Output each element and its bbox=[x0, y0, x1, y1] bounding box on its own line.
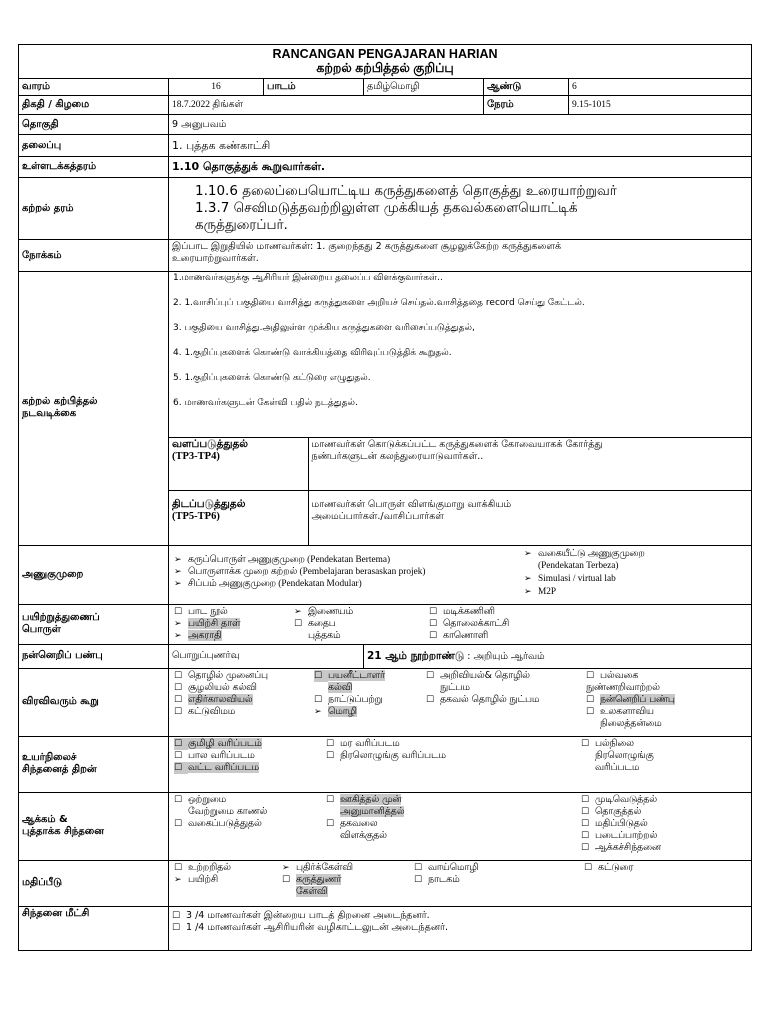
creative-label bbox=[19, 792, 169, 860]
checkbox-icon: ☐ bbox=[174, 862, 183, 873]
checkbox-icon: ☐ bbox=[429, 606, 438, 617]
assessment-item: ➢ பயிற்சி bbox=[174, 873, 219, 885]
objective-label: நோக்கம் bbox=[19, 240, 169, 272]
cross-item: ☐ அறிவியல்& தொழில் bbox=[426, 669, 530, 681]
checkbox-icon: ☐ bbox=[326, 818, 335, 829]
cross-item: ☐ சூழலியல் கல்வி bbox=[174, 681, 257, 693]
checkbox-icon: ☐ bbox=[584, 862, 593, 873]
material-item: ☐ தொலைக்காட்சி bbox=[429, 617, 510, 629]
creative-item: ☐ தொகுத்தல் bbox=[581, 805, 642, 817]
material-item: ☐ கதைப bbox=[294, 617, 336, 629]
cross-curricular-label: விரவிவரும் கூறு bbox=[19, 668, 169, 736]
checkbox-icon: ☐ bbox=[174, 818, 183, 829]
checkbox-icon: ☐ bbox=[326, 794, 335, 805]
materials-label-line: பயிற்றுத்துணைப் bbox=[22, 612, 100, 623]
checkbox-icon: ☐ bbox=[172, 922, 181, 933]
activities-label bbox=[19, 272, 169, 546]
assessment-item: ☐ கட்டுரை bbox=[584, 861, 634, 873]
enrichment-line: நண்பர்களுடன் கலந்துரையாடுவார்கள்.. bbox=[311, 451, 484, 462]
arrow-bullet-icon: ➢ bbox=[174, 630, 182, 641]
values-value: பொறுப்புணர்வு bbox=[169, 644, 364, 668]
arrow-bullet-icon: ➢ bbox=[174, 566, 182, 577]
cross-curricular-cell bbox=[169, 668, 752, 736]
century-value: : அறியும் ஆர்வம் bbox=[467, 650, 545, 662]
checkbox-icon: ☐ bbox=[314, 694, 323, 705]
arrow-bullet-icon: ➢ bbox=[174, 618, 182, 629]
reflection-cell bbox=[169, 906, 752, 950]
thinking-item: நிரலொழுங்கு bbox=[595, 749, 654, 761]
content-standard-label: உள்ளடக்கத்தரம் bbox=[19, 157, 169, 178]
enrichment-title: வளப்படுத்துதல் bbox=[172, 439, 249, 450]
checkbox-icon: ☐ bbox=[174, 738, 188, 750]
checkbox-icon: ☐ bbox=[174, 794, 183, 805]
remedial-tp: (TP5-TP6) bbox=[172, 511, 220, 522]
thinking-cell bbox=[169, 736, 752, 792]
thinking-item: வரிப்படம bbox=[595, 761, 640, 773]
activities-label-line: கற்றல் கற்பித்தல் bbox=[22, 396, 98, 408]
material-item: ➢ இணையம் bbox=[294, 605, 354, 617]
creative-item: அனுமானித்தல் bbox=[340, 805, 405, 817]
creative-label-line: ஆக்கம் & bbox=[22, 814, 68, 825]
approach-item: ➢ வகையீட்டு அணுகுமுறை bbox=[524, 547, 645, 559]
cross-item: ☐ எதிர்காலவியல் bbox=[174, 693, 253, 705]
checkbox-icon: ☐ bbox=[326, 750, 335, 761]
title-english: RANCANGAN PENGAJARAN HARIAN bbox=[272, 47, 498, 61]
thinking-item: ☐ பல்நிலை bbox=[581, 737, 634, 749]
topic-value: 9 அனுபவம் bbox=[169, 115, 752, 135]
checkbox-icon: ☐ bbox=[314, 670, 328, 682]
enrichment-line: மாணவர்கள் கொடுக்கப்பட்ட கருத்துகளைக் கோவையாகக் கோர்த்து bbox=[311, 439, 603, 450]
learning-standard-value bbox=[169, 178, 752, 240]
activity-step: 6. மாணவர்களுடன் கேள்வி பதில் நடத்துதல். bbox=[173, 398, 358, 408]
thinking-item: ☐ மர வரிப்படம bbox=[326, 737, 400, 749]
arrow-bullet-icon: ➢ bbox=[524, 547, 532, 558]
thinking-item: ☐ வட்ட வரிப்படம bbox=[174, 761, 259, 773]
approach-item: ➢ கருப்பொருள் அணுகுமுறை (Pendekatan Bertema) bbox=[174, 554, 391, 565]
checkbox-icon: ☐ bbox=[414, 874, 423, 885]
checkbox-icon: ☐ bbox=[581, 794, 590, 805]
assessment-item: ➢ புதிர்க்கேள்வி bbox=[282, 861, 353, 873]
cross-item: ☐ தொழில் முனைப்பு bbox=[174, 669, 268, 681]
arrow-bullet-icon: ➢ bbox=[174, 554, 182, 565]
checkbox-icon: ☐ bbox=[586, 694, 595, 705]
year-label: ஆண்டு bbox=[484, 79, 569, 96]
materials-label bbox=[19, 604, 169, 644]
creative-item: ☐ ஒற்றுமை bbox=[174, 793, 227, 805]
checkbox-icon: ☐ bbox=[174, 682, 183, 693]
checkbox-icon: ☐ bbox=[581, 842, 590, 853]
activity-step: 1.மாணவர்களுக்கு ஆசிரியர் இன்றைய தலைப்ப விளக்குவார்கள்.. bbox=[173, 273, 443, 283]
thinking-label bbox=[19, 736, 169, 792]
checkbox-icon: ☐ bbox=[174, 670, 183, 681]
checkbox-icon: ☐ bbox=[429, 630, 438, 641]
assessment-item: கேள்வி bbox=[296, 885, 328, 897]
reflection-label: சிந்தனை மீட்சி bbox=[19, 906, 169, 950]
checkbox-icon: ☐ bbox=[174, 694, 183, 705]
approach-label: அணுகுமுறை bbox=[19, 545, 169, 604]
approach-item: ➢ Simulasi / virtual lab bbox=[524, 572, 616, 584]
topic-label: தொகுதி bbox=[19, 115, 169, 135]
cross-item: ➢ மொழி bbox=[314, 705, 357, 717]
material-item: ☐ மடிக்கணினி bbox=[429, 605, 495, 617]
assessment-item: ☐ நாடகம் bbox=[414, 873, 460, 885]
creative-item: வேற்றுமை காணல் bbox=[188, 805, 268, 817]
activity-step: 2. 1.வாசிப்புப் பகுதியை வாசித்து கருத்துகளை அறியச் செய்தல்.வாசித்ததை record செய்து கேட்டல். bbox=[173, 298, 585, 308]
checkbox-icon: ☐ bbox=[586, 706, 595, 717]
approach-item: (Pendekatan Terbeza) bbox=[538, 560, 619, 571]
checkbox-icon: ☐ bbox=[326, 738, 335, 749]
plan-header bbox=[19, 45, 752, 79]
cross-item: ☐ தகவல் தொழில் நுட்பம bbox=[426, 693, 540, 705]
cross-item: ☐ கட்டுவிமம bbox=[174, 705, 236, 717]
creative-item: ☐ தகவலை bbox=[326, 817, 378, 829]
century-label: 21 ஆம் நூற்றாண்டு bbox=[367, 649, 465, 662]
cross-item: கல்வி bbox=[328, 681, 353, 693]
creative-item: ☐ மதிப்பிடுதல் bbox=[581, 817, 648, 829]
material-item: ➢ பயிற்சி தாள் bbox=[174, 617, 241, 629]
materials-label-line: பொருள் bbox=[22, 624, 61, 635]
learning-standard-label: கற்றல் தரம் bbox=[19, 178, 169, 240]
material-item: ☐ காணொளி bbox=[429, 629, 489, 641]
creative-item: ☐ வகைப்படுத்துதல் bbox=[174, 817, 262, 829]
enrichment-tp: (TP3-TP4) bbox=[172, 451, 220, 462]
cross-item: நுட்பம bbox=[440, 681, 470, 693]
creative-item: ☐ ஆக்கச்சிந்தனை bbox=[581, 841, 661, 853]
date-value: 18.7.2022 திங்கள் bbox=[169, 96, 484, 115]
values-label: நன்னெறிப் பண்பு bbox=[19, 644, 169, 668]
approach-item: ➢ சிப்பம் அணுகுமுறை (Pendekatan Modular) bbox=[174, 578, 362, 589]
material-item: ➢ அகராதி bbox=[174, 629, 222, 641]
lesson-plan-table bbox=[18, 44, 752, 951]
checkbox-icon: ☐ bbox=[172, 910, 181, 921]
century-cell bbox=[364, 644, 752, 668]
objective-value bbox=[169, 240, 752, 272]
time-label: நேரம் bbox=[484, 96, 569, 115]
approach-item: ➢ M2P bbox=[524, 585, 557, 597]
learning-standard-line: கருத்துரைப்பர். bbox=[195, 217, 288, 233]
arrow-bullet-icon: ➢ bbox=[294, 606, 302, 617]
date-label: திகதி / கிழமை bbox=[19, 96, 169, 115]
week-value: 16 bbox=[169, 79, 264, 96]
remedial-line: மாணவர்கள் பொருள் விளங்குமாறு வாக்கியம் bbox=[311, 499, 512, 510]
checkbox-icon: ☐ bbox=[586, 670, 595, 681]
activities-cell bbox=[169, 272, 752, 546]
remedial-label bbox=[169, 491, 308, 545]
time-value: 9.15-1015 bbox=[569, 96, 752, 115]
arrow-bullet-icon: ➢ bbox=[282, 862, 290, 873]
enrichment-text bbox=[308, 438, 751, 491]
content-standard-value: 1.10 தொகுத்துக் கூறுவார்கள். bbox=[169, 157, 752, 178]
thinking-item: ☐ குமிழி வரிப்படம் bbox=[174, 737, 262, 749]
creative-item: விளக்குதல் bbox=[340, 829, 387, 841]
thinking-item: ☐ நிரலொழுங்கு வரிப்படம bbox=[326, 749, 446, 761]
checkbox-icon: ☐ bbox=[581, 830, 590, 841]
approach-item: ➢ பொருளாக்க முறை கற்றல் (Pembelajaran berasaskan projek) bbox=[174, 566, 426, 577]
approach-cell bbox=[169, 545, 752, 604]
objective-line: உரையாற்றுவார்கள். bbox=[172, 253, 259, 264]
checkbox-icon: ☐ bbox=[174, 706, 183, 717]
assessment-label: மதிப்பீடு bbox=[19, 860, 169, 906]
checkbox-icon: ☐ bbox=[174, 750, 183, 761]
arrow-bullet-icon: ➢ bbox=[174, 578, 182, 589]
cross-item: நுண்ணறிவாற்றல் bbox=[586, 681, 660, 693]
title-tamil: கற்றல் கற்பித்தல் குறிப்பு bbox=[316, 61, 454, 75]
assessment-cell bbox=[169, 860, 752, 906]
assessment-item: ☐ உற்றறிதல் bbox=[174, 861, 231, 873]
checkbox-icon: ☐ bbox=[174, 606, 183, 617]
learning-standard-line: 1.10.6 தலைப்பையொட்டிய கருத்துகளைத் தொகுத்து உரையாற்றுவர் bbox=[195, 183, 617, 199]
checkbox-icon: ☐ bbox=[581, 818, 590, 829]
year-value: 6 bbox=[569, 79, 752, 96]
checkbox-icon: ☐ bbox=[426, 694, 435, 705]
cross-item: ☐ பல்வகை bbox=[586, 669, 639, 681]
week-label: வாரம் bbox=[19, 79, 169, 96]
cross-item: ☐ நாட்டுப்பற்று bbox=[314, 693, 383, 705]
checkbox-icon: ☐ bbox=[294, 618, 303, 629]
checkbox-icon: ☐ bbox=[282, 874, 291, 885]
activities-label-line: நடவடிக்கை bbox=[22, 408, 77, 420]
remedial-line: அமைப்பார்கள்./வாசிப்பார்கள் bbox=[311, 511, 444, 522]
remedial-title: திடப்படுத்துதல் bbox=[172, 499, 246, 510]
cross-item: ☐ பயனீட்டாளர் bbox=[314, 669, 385, 681]
arrow-bullet-icon: ➢ bbox=[314, 706, 322, 717]
creative-item: ☐ முடிவெடுத்தல் bbox=[581, 793, 657, 805]
title-label: தலைப்பு bbox=[19, 135, 169, 157]
arrow-bullet-icon: ➢ bbox=[524, 585, 532, 596]
creative-label-line: புத்தாக்க சிந்தனை bbox=[22, 826, 104, 837]
enrichment-table bbox=[169, 437, 751, 545]
materials-cell bbox=[169, 604, 752, 644]
title-value: 1. புத்தக கண்காட்சி bbox=[169, 135, 752, 157]
checkbox-icon: ☐ bbox=[581, 738, 590, 749]
checkbox-icon: ☐ bbox=[414, 862, 423, 873]
cross-item: ☐ உலகளாவிய bbox=[586, 705, 654, 717]
enrichment-label bbox=[169, 438, 308, 491]
creative-cell bbox=[169, 792, 752, 860]
checkbox-icon: ☐ bbox=[429, 618, 438, 629]
reflection-line: ☐ 1 /4 மாணவர்கள் ஆசிரியரின் வழிகாட்டலுடன் அடைந்தனர். bbox=[172, 921, 449, 933]
activity-step: 4. 1.குறிப்புகளைக் கொண்டு வாக்கியத்தை விரிவுப்படுத்திக் கூறுதல். bbox=[173, 348, 452, 358]
remedial-text bbox=[308, 491, 751, 545]
activity-step: 5. 1.குறிப்புகளைக் கொண்டு கட்டுரை எழுதுதல். bbox=[173, 373, 371, 383]
cross-item: நிலைத்தன்மை bbox=[600, 717, 662, 729]
reflection-line: ☐ 3 /4 மாணவர்கள் இன்றைய பாடத் திறனை அடைந்தனர். bbox=[172, 909, 430, 921]
arrow-bullet-icon: ➢ bbox=[524, 572, 532, 583]
thinking-item: ☐ பால வரிப்படம bbox=[174, 749, 255, 761]
creative-item: ☐ படைப்பாற்றல் bbox=[581, 829, 658, 841]
subject-value: தமிழ்மொழி bbox=[364, 79, 484, 96]
checkbox-icon: ☐ bbox=[426, 670, 435, 681]
subject-label: பாடம் bbox=[264, 79, 364, 96]
learning-standard-line: 1.3.7 செவிமடுத்தவற்றிலுள்ள முக்கியத் தகவல்களையொட்டிக் bbox=[195, 200, 578, 216]
checkbox-icon: ☐ bbox=[581, 806, 590, 817]
cross-item: ☐ நன்னெறிப் பண்பு bbox=[586, 693, 675, 705]
arrow-bullet-icon: ➢ bbox=[174, 874, 182, 885]
creative-item: ☐ ஊகித்தல் முன் bbox=[326, 793, 402, 805]
thinking-label-line: சிந்தனைத் திறன் bbox=[22, 764, 97, 775]
objective-line: இப்பாட இறுதியில் மாணவர்கள்: 1. குறைந்தது 2 கருத்துகளை சூழலுக்கேற்ற கருத்துகளைக் bbox=[172, 241, 562, 252]
checkbox-icon: ☐ bbox=[174, 762, 188, 774]
material-item: புத்தகம் bbox=[308, 629, 341, 641]
activity-step: 3. பகுதியை வாசித்து.அதிலுள்ள முக்கிய கருத்துகளை வரிசைப்படுத்துதல், bbox=[173, 323, 475, 333]
thinking-label-line: உயர்நிலைச் bbox=[22, 752, 77, 763]
assessment-item: ☐ வாய்மொழி bbox=[414, 861, 479, 873]
material-item: ☐ பாட நூல் bbox=[174, 605, 228, 617]
assessment-item: ☐ கருத்துணர் bbox=[282, 873, 342, 885]
